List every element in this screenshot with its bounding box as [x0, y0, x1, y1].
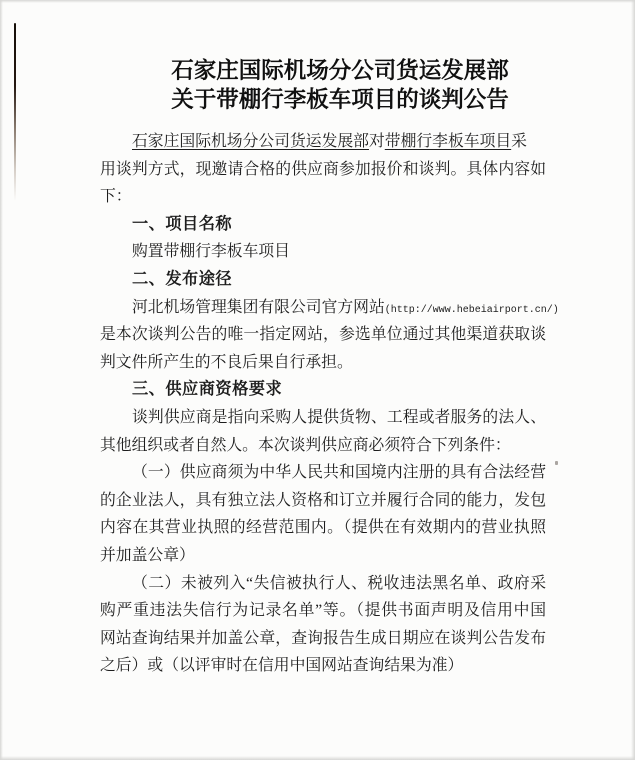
text-segment: 的企业法人，具有独立法人资格和订立并履行合同的能力，发包	[100, 491, 546, 509]
text-segment: 一、项目名称	[132, 214, 233, 233]
text-line	[100, 570, 546, 598]
text-segment: 购严重违法失信行为记录名单”等。（提供书面声明及信用中国	[100, 602, 546, 620]
text-line	[100, 156, 546, 184]
text-segment: （一）供应商须为中华人民共和国境内注册的具有合法经营	[132, 464, 546, 482]
text-line	[100, 432, 546, 460]
scan-artifact-speck	[555, 461, 558, 465]
underlined-text: 带棚行李板车项目	[384, 133, 512, 150]
text-line	[100, 321, 546, 349]
document-lines	[100, 128, 559, 680]
text-segment: 三、供应商资格要求	[132, 380, 283, 399]
scan-edge-left	[0, 0, 3, 760]
text-segment: 谈判供应商是指向采购人提供货物、工程或者服务的法人、	[132, 408, 546, 426]
text-line	[100, 294, 559, 322]
text-segment: 用谈判方式，现邀请合格的供应商参加报价和谈判。具体内容如	[100, 160, 546, 178]
underlined-text: 石家庄国际机场分公司货运发展部	[132, 133, 369, 150]
scan-edge-right	[631, 0, 635, 760]
title-line-1: 石家庄国际机场分公司货运发展部	[171, 58, 509, 83]
text-segment: 网站查询结果并加盖公章，查询报告生成日期应在谈判公告发布	[100, 629, 546, 647]
text-segment: 二、发布途径	[132, 269, 233, 288]
section-heading	[100, 266, 546, 294]
scan-artifact-vertical-line	[14, 23, 16, 201]
text-segment: 并加盖公章）	[100, 546, 195, 564]
title-line-2: 关于带棚行李板车项目的谈判公告	[171, 87, 509, 112]
text-segment: 下：	[100, 188, 132, 206]
text-segment: 判文件所产生的不良后果自行承担。	[100, 353, 353, 371]
text-line	[100, 128, 546, 156]
text-segment: 对	[368, 133, 385, 150]
text-segment: 是本次谈判公告的唯一指定网站，参选单位通过其他渠道获取谈	[100, 326, 546, 344]
section-heading	[100, 376, 546, 404]
text-line	[100, 404, 546, 432]
document-title	[100, 56, 546, 114]
text-segment: （二）未被列入“失信被执行人、税收违法黑名单、政府采	[132, 574, 546, 592]
text-segment: 购置带棚行李板车项目	[132, 243, 290, 261]
section-heading	[100, 211, 546, 239]
text-line	[100, 542, 546, 570]
document-body	[100, 56, 559, 680]
text-segment: 内容在其营业执照的经营范围内。（提供在有效期内的营业执照	[100, 519, 546, 537]
text-segment: 采	[511, 133, 527, 150]
text-line	[100, 652, 546, 680]
text-line	[100, 625, 546, 653]
scan-edge-bottom	[0, 756, 635, 760]
url-text: (http://www.hebeiairport.cn/)	[384, 304, 559, 316]
text-line	[100, 459, 546, 487]
text-line	[100, 238, 546, 266]
text-line	[100, 349, 546, 377]
text-segment: 河北机场管理集团有限公司官方网站	[132, 298, 385, 316]
text-line	[100, 514, 546, 542]
text-segment: 之后）或（以评审时在信用中国网站查询结果为准）	[100, 657, 464, 675]
text-line	[100, 183, 546, 211]
text-line	[100, 597, 546, 625]
text-line	[100, 487, 546, 515]
text-segment: 其他组织或者自然人。本次谈判供应商必须符合下列条件：	[100, 436, 511, 454]
scan-edge-top	[0, 0, 635, 3]
